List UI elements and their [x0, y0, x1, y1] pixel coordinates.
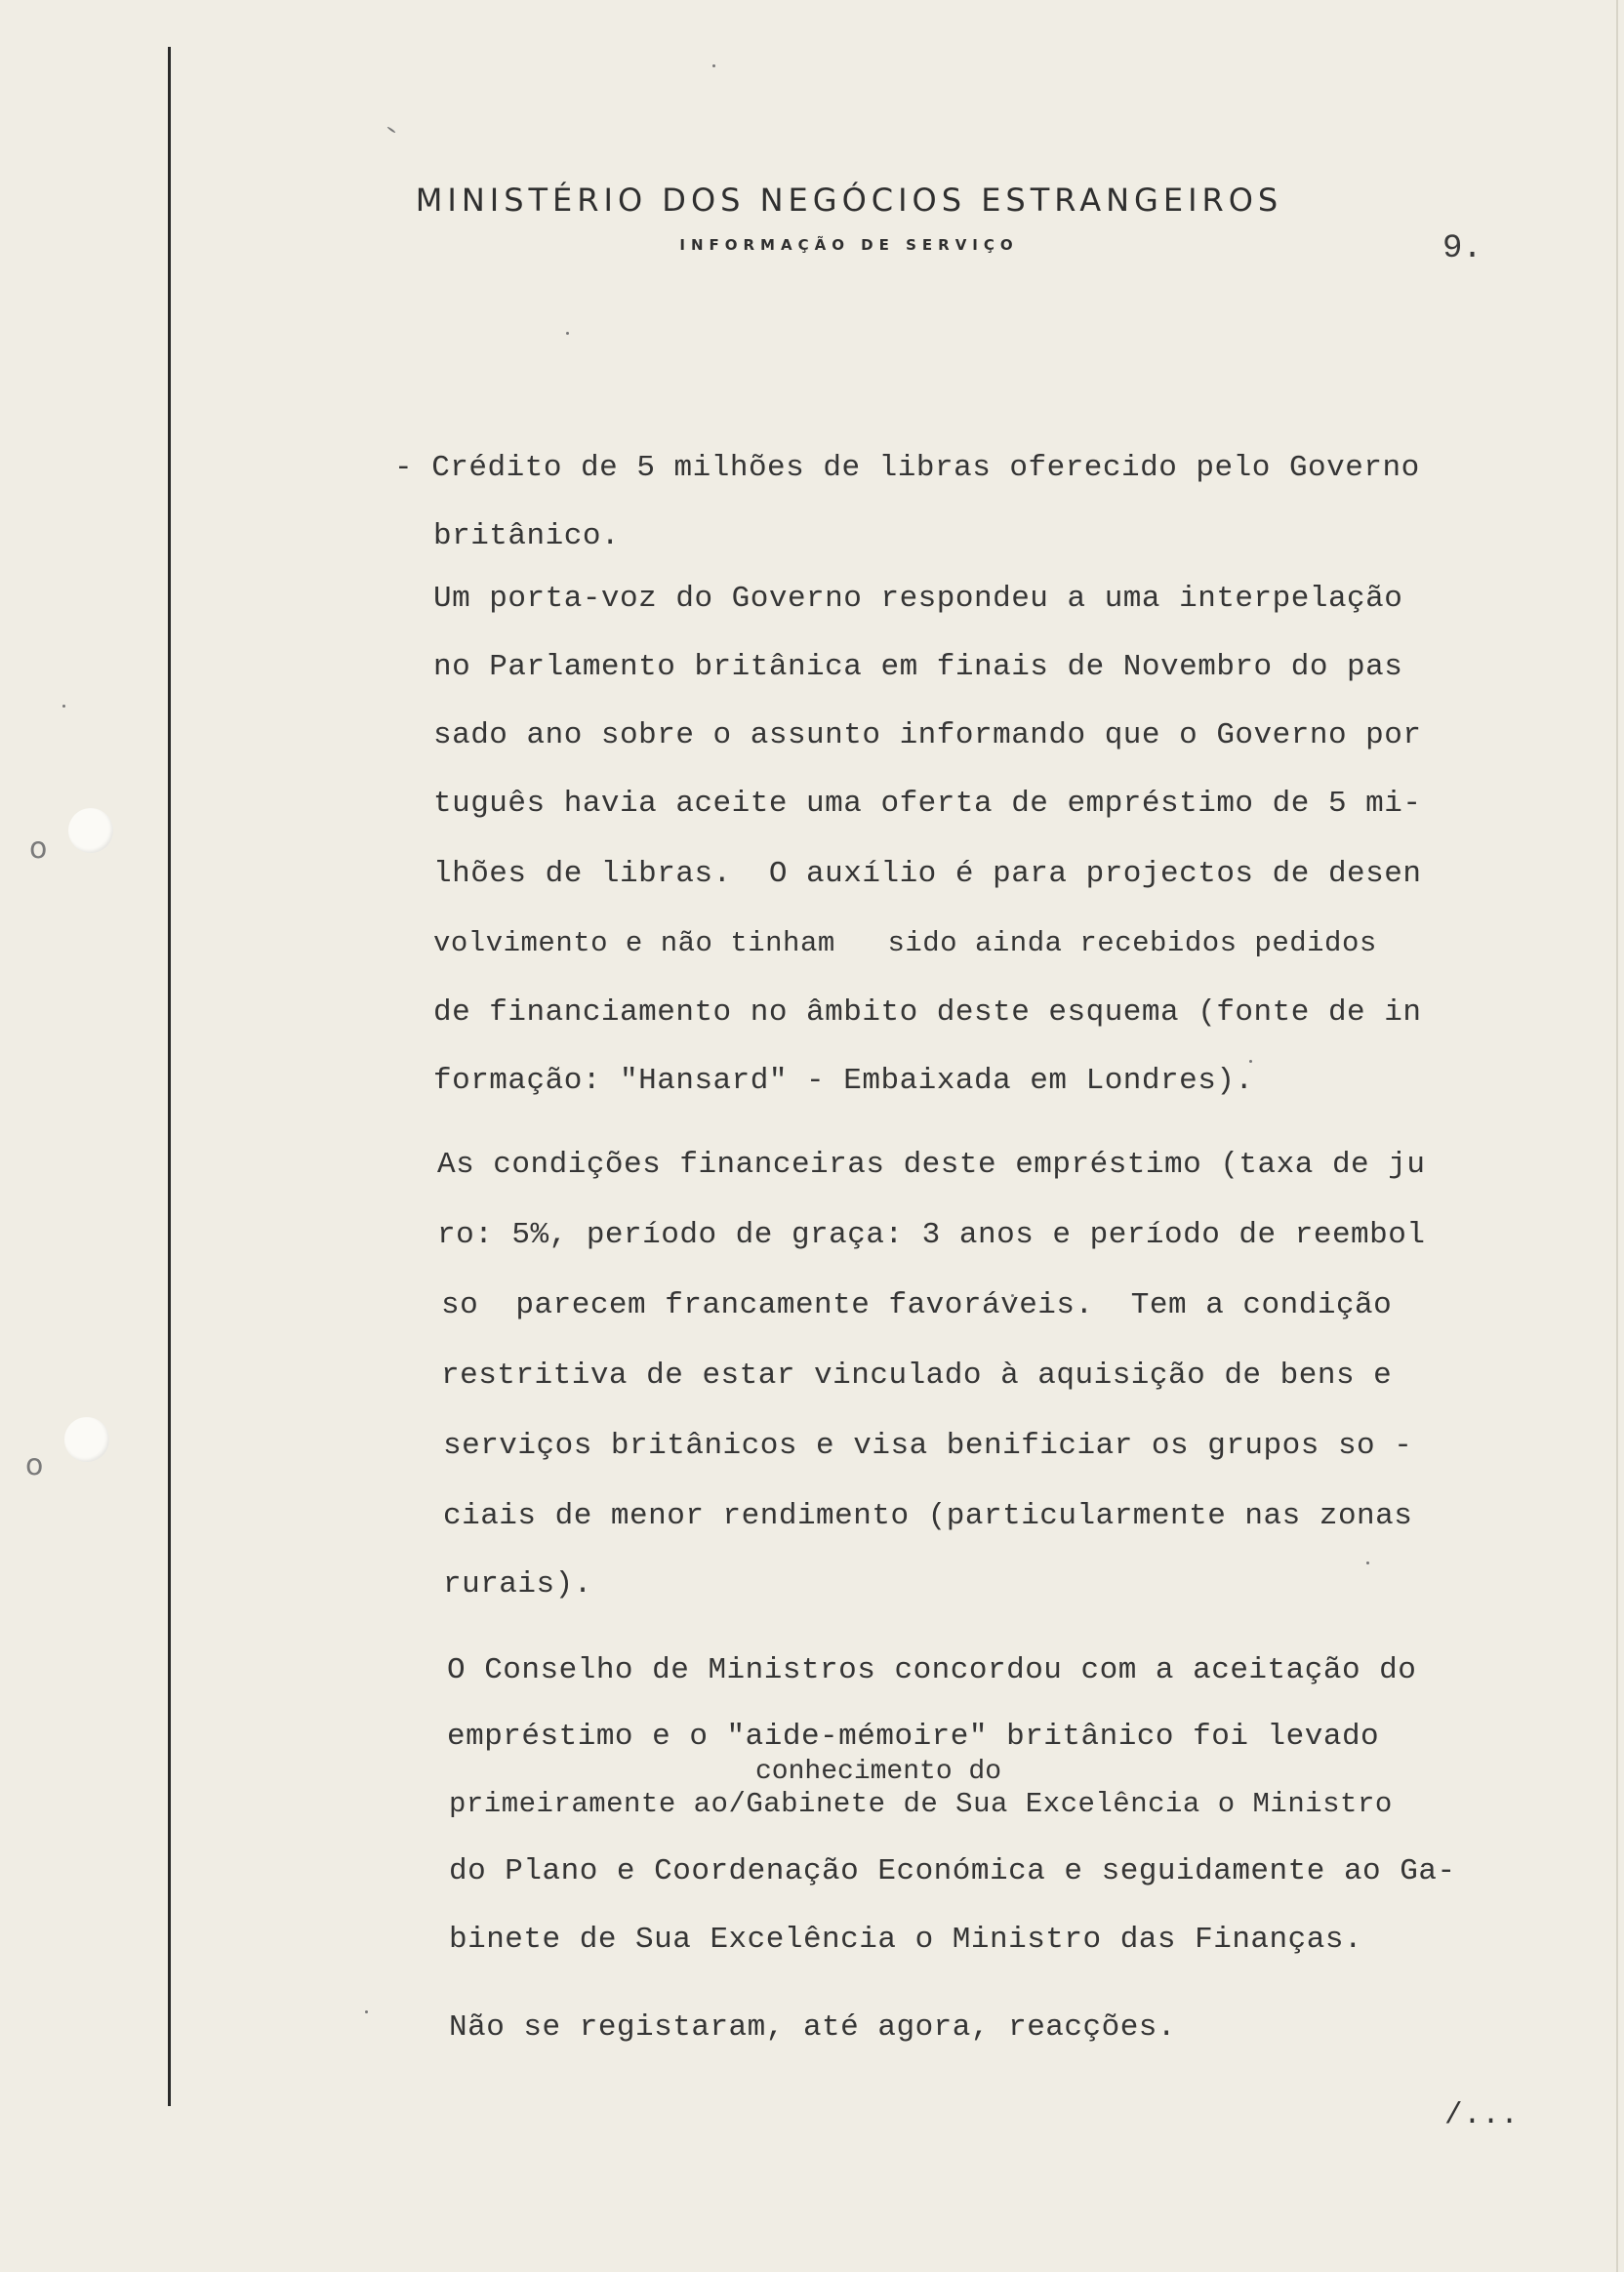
text-line: sado ano sobre o assunto informando que o Governo por: [433, 718, 1422, 752]
paper-speck: [566, 332, 569, 335]
text-line: primeiramente ao/Gabinete de Sua Excelência o Ministro: [449, 1788, 1393, 1820]
paper-speck: [712, 64, 715, 67]
text-line: O Conselho de Ministros concordou com a aceitação do: [447, 1653, 1417, 1687]
text-line: de financiamento no âmbito deste esquema (fonte de in: [433, 995, 1422, 1030]
paper-speck: [1366, 1562, 1369, 1564]
text-line: serviços britânicos e visa benificiar os grupos so -: [443, 1429, 1413, 1463]
margin-rule: [168, 47, 171, 2106]
text-line: no Parlamento britânica em finais de Novembro do pas: [433, 650, 1403, 684]
punch-hole-bottom: [64, 1417, 109, 1462]
letterhead-subtitle: INFORMAÇÃO DE SERVIÇO: [679, 236, 1019, 254]
text-line: - Crédito de 5 milhões de libras oferecido pelo Governo: [394, 451, 1420, 485]
text-line: Um porta-voz do Governo respondeu a uma interpelação: [433, 582, 1403, 616]
ring-mark-icon: o: [29, 832, 48, 866]
paper-speck: [365, 2010, 368, 2013]
ring-mark-icon: o: [25, 1448, 44, 1482]
text-line: do Plano e Coordenação Económica e seguidamente ao Ga-: [449, 1854, 1456, 1888]
text-line: tuguês havia aceite uma oferta de empréstimo de 5 mi-: [433, 787, 1422, 821]
text-line: restritiva de estar vinculado à aquisição de bens e: [441, 1359, 1393, 1393]
ministry-title: MINISTÉRIO DOS NEGÓCIOS ESTRANGEIROS: [415, 182, 1283, 219]
text-line: binete de Sua Excelência o Ministro das Finanças.: [449, 1923, 1363, 1957]
paper-speck: [62, 705, 65, 708]
text-line: lhões de libras. O auxílio é para projectos de desen: [433, 857, 1422, 891]
continuation-mark: /...: [1444, 2098, 1520, 2132]
page-number: 9.: [1442, 230, 1482, 267]
handwritten-insertion: conhecimento do: [755, 1757, 1002, 1787]
text-line: formação: "Hansard" - Embaixada em Londres).: [433, 1064, 1254, 1098]
text-line: so parecem francamente favoráveis. Tem a condição: [441, 1288, 1393, 1322]
text-line: ro: 5%, período de graça: 3 anos e período de reembol: [437, 1218, 1426, 1252]
paper-speck: [1249, 1060, 1252, 1063]
text-line: britânico.: [433, 519, 621, 553]
text-line: rurais).: [443, 1567, 592, 1602]
page-edge: [1616, 0, 1618, 2272]
text-line: As condições financeiras deste empréstimo (taxa de ju: [437, 1148, 1426, 1182]
paper-speck: [386, 126, 395, 133]
punch-hole-top: [68, 808, 113, 853]
letterhead: [371, 182, 1327, 254]
text-line: Não se registaram, até agora, reacções.: [449, 2010, 1177, 2045]
text-line: ciais de menor rendimento (particularmente nas zonas: [443, 1499, 1413, 1533]
text-line: volvimento e não tinham sido ainda recebidos pedidos: [433, 927, 1377, 959]
text-line: empréstimo e o "aide-mémoire" britânico foi levado: [447, 1720, 1380, 1754]
